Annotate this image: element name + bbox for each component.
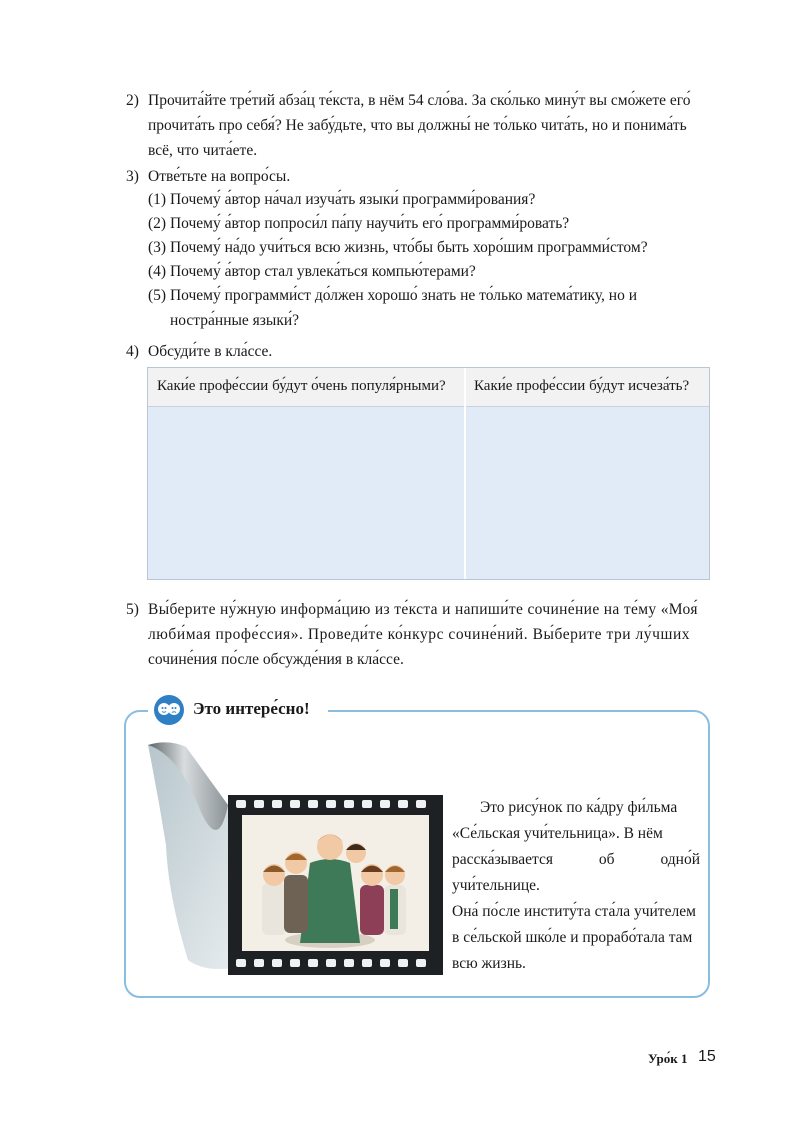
- task-text-line: Вы́берите ну́жную информа́цию из те́кста и напиши́те сочине́ние на те́му «Моя́: [148, 601, 698, 618]
- film-strip-image: [138, 735, 448, 990]
- story-line: Это рису́нок по ка́дру фи́льма: [480, 799, 678, 816]
- question-item: (3) Почему́ на́до учи́ться всю жизнь, что́бы быть хоро́шим программи́стом?: [148, 239, 648, 256]
- task-number: 5): [126, 601, 139, 618]
- table-column-divider: [464, 368, 466, 579]
- task-text-line: люби́мая профе́ссия». Проведи́те ко́нкурс сочине́ний. Вы́берите три лу́чших: [148, 626, 691, 643]
- question-item: (2) Почему́ а́втор попроси́л па́пу научи́ть его́ программи́ровать?: [148, 215, 570, 232]
- task-intro: Отве́тьте на вопро́сы.: [148, 168, 291, 185]
- story-text: [452, 795, 700, 977]
- task-text-line: сочине́ния по́сле обсужде́ния в кла́ссе.: [148, 651, 404, 668]
- task-intro: Обсуди́те в кла́ссе.: [148, 343, 273, 360]
- story-line: всю жизнь.: [452, 955, 526, 972]
- faces-icon: [153, 694, 185, 726]
- table-header-cell: Каки́е профе́ссии бу́дут исчеза́ть?: [474, 378, 690, 394]
- question-item: (4) Почему́ а́втор стал увлека́ться компью́терами?: [148, 263, 476, 280]
- table-header-cell: Каки́е профе́ссии бу́дут о́чень популя́рными?: [157, 378, 446, 394]
- story-line: в се́льской шко́ле и прорабо́тала там: [452, 929, 693, 946]
- task-text-line: прочита́ть про себя́? Не забу́дьте, что вы должны́ не то́лько чита́ть, но и понима́ть: [148, 117, 687, 134]
- box-title: Это интере́сно!: [193, 699, 310, 718]
- task-number: 3): [126, 168, 139, 185]
- question-item-continuation: ностра́нные языки́?: [170, 312, 300, 329]
- story-line: расска́зывается об одно́й учи́тельнице.: [452, 851, 700, 894]
- question-item: (1) Почему́ а́втор на́чал изуча́ть языки́ программи́рования?: [148, 191, 536, 208]
- story-line: Она́ по́сле институ́та ста́ла учи́телем: [452, 903, 696, 920]
- page-number: 15: [698, 1048, 716, 1065]
- lesson-label: Уро́к 1: [648, 1051, 688, 1066]
- story-line: «Се́льская учи́тельница». В нём: [452, 825, 663, 842]
- question-item: (5) Почему́ программи́ст до́лжен хорошо́ знать не то́лько матема́тику, но и: [148, 287, 638, 304]
- discussion-table: [147, 367, 710, 580]
- task-number: 2): [126, 92, 139, 109]
- task-text-line: Прочита́йте тре́тий абза́ц те́кста, в нём 54 сло́ва. За ско́лько мину́т вы смо́жете его́: [148, 92, 691, 109]
- task-number: 4): [126, 343, 139, 360]
- task-text-line: всё, что чита́ете.: [148, 142, 258, 159]
